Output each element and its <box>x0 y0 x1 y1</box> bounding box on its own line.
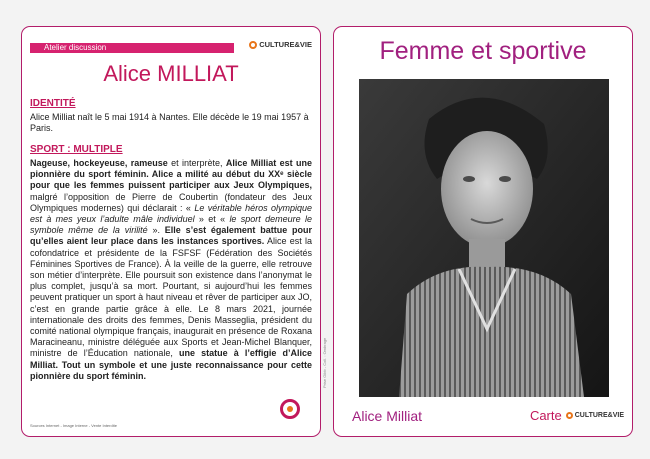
sport-text-6: » et « <box>194 214 230 225</box>
photo-credit: Prise Gibb - Coll. : Ombrage <box>322 337 327 388</box>
portrait-caption: Alice Milliat <box>352 408 423 424</box>
sport-text-10: Alice est la cofondatrice et présidente de la FSFSF (Fédération des Sociétés Féminines Sportives de France). À la veille de la guerre, elle retrouve son métier d’interprète. Elle poursuit son existence dans l’anonymat le plus complet, jusqu’à sa mort. Pourtant, si aujourd’hui les femmes peuvent pratiquer un sport à haut niveau et rêver de participer aux JO, c’est en grande partie grâce à elle. Le 8 mars 2021, journée internationale des droits des femmes, Denis Masseglia, président du comité national olympique français, inaugurait en présence de Roxana Maracineanu, ministre déléguée aux Sports et Jean-Michel Blanquer, ministre de l’Éducation nationale, <box>30 236 312 359</box>
sport-heading: SPORT : MULTIPLE <box>30 144 123 155</box>
sport-bold-11: une statue à l’effigie d’Alice Milliat. Tout un symbole et une juste reconnaissance pour cette pionnière du sport féminin. <box>30 348 313 381</box>
card-title: Femme et sportive <box>379 37 587 65</box>
carte-footer <box>530 408 624 423</box>
portrait-photo <box>359 79 609 397</box>
portrait-card <box>333 26 633 437</box>
sport-bold-9: Elle s’est également battue pour qu’elles aient leur place dans les instances sportives. <box>30 225 312 247</box>
culture-vie-logo <box>249 40 312 49</box>
sport-bold-3: Alice Milliat est une pionnière du sport féminin. Alice a milité au début du XXᵉ siècle pour que les femmes puissent participer aux Jeux Olympiques, <box>30 158 313 191</box>
logo-icon <box>249 41 257 49</box>
culture-vie-logo <box>566 412 624 419</box>
logo-text: CULTURE&VIE <box>574 412 624 419</box>
logo-icon <box>566 412 573 419</box>
carte-label: Carte <box>529 408 562 423</box>
sport-quote-2: le sport demeure le symbole même de la virilité <box>30 214 312 236</box>
sport-text-2: et interprète, <box>167 158 226 168</box>
logo-text: CULTURE&VIE <box>259 40 312 49</box>
person-name: Alice MILLIAT <box>103 61 239 86</box>
sport-text-8: ». <box>147 225 165 236</box>
badge-logo-icon <box>280 399 300 419</box>
sport-bold-1: Nageuse, hockeyeuse, rameuse <box>30 158 168 168</box>
identite-heading: IDENTITÉ <box>30 98 76 109</box>
sport-text-4: malgré l’opposition de Pierre de Coubertin (fondateur des Jeux Olympiques modernes) qui déclarait : « <box>30 191 312 213</box>
banner-label: Atelier discussion <box>44 43 107 52</box>
sport-quote-1: Le véritable héros olympique est à mes yeux l’adulte mâle individuel <box>30 202 312 225</box>
sources-footer: Sources Internet - Image Interne - Vente Interdite <box>30 423 117 428</box>
identite-text: Alice Milliat naît le 5 mai 1914 à Nantes. Elle décède le 19 mai 1957 à Paris. <box>30 112 309 133</box>
info-card <box>21 26 321 437</box>
sport-text <box>30 158 312 382</box>
